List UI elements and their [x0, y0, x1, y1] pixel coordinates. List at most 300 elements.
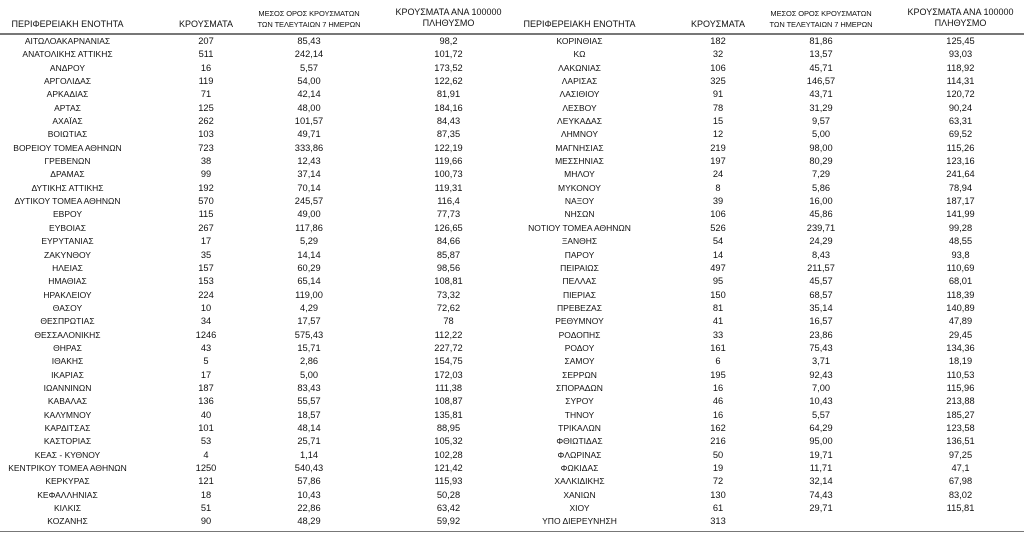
regional-unit-cell: ΞΑΝΘΗΣ [561, 236, 598, 247]
per-100k-cell: 126,65 [434, 222, 463, 233]
cases-cell: 16 [712, 382, 724, 393]
regional-unit-cell: ΛΑΚΩΝΙΑΣ [558, 62, 601, 73]
regional-unit-cell: ΚΩ [573, 49, 586, 60]
regional-unit-cell: ΦΩΚΙΔΑΣ [560, 463, 599, 473]
table-row [512, 208, 1024, 221]
table-row [512, 289, 1024, 302]
cases-cell: 195 [710, 369, 726, 380]
table-row [512, 142, 1024, 155]
cases-cell: 162 [710, 422, 726, 433]
cases-cell: 5 [203, 356, 209, 367]
table-row [512, 222, 1024, 235]
avg-7day-cell: 49,71 [297, 129, 321, 140]
regional-unit-cell: ΗΡΑΚΛΕΙΟΥ [43, 289, 92, 300]
regional-unit-cell: ΙΚΑΡΙΑΣ [51, 369, 84, 380]
table-row [512, 262, 1024, 275]
table-row [0, 142, 512, 155]
per-100k-cell: 114,31 [946, 76, 975, 87]
per-100k-cell: 115,96 [946, 382, 975, 393]
cases-cell: 103 [198, 129, 214, 140]
avg-7day-cell: 5,29 [299, 236, 319, 247]
cases-cell: 51 [200, 503, 212, 514]
regional-unit-cell: ΠΕΛΛΑΣ [562, 276, 597, 287]
avg-7day-cell: 45,57 [809, 276, 833, 287]
header-avg-line2: ΤΩΝ ΤΕΛΕΥΤΑΙΩΝ 7 ΗΜΕΡΩΝ [769, 20, 873, 29]
cases-cell: 224 [198, 289, 214, 300]
per-100k-cell: 173,52 [434, 62, 463, 73]
avg-7day-cell: 65,14 [297, 276, 321, 287]
table-row [512, 462, 1024, 475]
avg-7day-cell: 75,43 [809, 342, 833, 353]
table-row [0, 502, 512, 515]
avg-7day-cell: 19,71 [809, 449, 833, 460]
table-row [512, 409, 1024, 422]
table-row [512, 155, 1024, 168]
table-row [512, 355, 1024, 368]
cases-cell: 106 [710, 209, 726, 220]
regional-unit-cell: ΑΙΤΩΛΟΑΚΑΡΝΑΝΙΑΣ [24, 36, 111, 46]
avg-7day-cell: 14,14 [297, 249, 321, 260]
regional-unit-cell: ΚΕΡΚΥΡΑΣ [45, 476, 90, 487]
regional-unit-cell: ΠΕΙΡΑΙΩΣ [560, 262, 599, 273]
regional-unit-cell: ΚΟΡΙΝΘΙΑΣ [556, 36, 603, 46]
per-100k-cell: 213,88 [946, 396, 975, 407]
avg-7day-cell: 16,57 [809, 316, 833, 327]
avg-7day-cell: 48,00 [297, 102, 321, 113]
regional-unit-cell: ΤΡΙΚΑΛΩΝ [558, 422, 601, 433]
per-100k-cell: 154,75 [434, 356, 463, 367]
per-100k-cell: 121,42 [434, 463, 463, 473]
table-row [512, 235, 1024, 248]
header-per-100k [897, 7, 1024, 29]
regional-unit-cell: ΧΙΟΥ [569, 503, 590, 514]
cases-cell: 81 [712, 302, 724, 313]
cases-cell: 526 [710, 222, 726, 233]
header-cases: ΚΡΟΥΣΜΑΤΑ [691, 19, 745, 29]
avg-7day-cell: 22,86 [297, 503, 321, 514]
table-row [512, 342, 1024, 355]
avg-7day-cell: 333,86 [294, 142, 324, 153]
regional-unit-cell: ΠΑΡΟΥ [564, 249, 595, 260]
regional-unit-cell: ΑΡΚΑΔΙΑΣ [46, 89, 89, 100]
regional-unit-cell: ΣΕΡΡΩΝ [562, 369, 597, 380]
per-100k-cell: 63,42 [436, 503, 461, 514]
regional-unit-cell: ΚΟΖΑΝΗΣ [47, 516, 88, 527]
avg-7day-cell: 117,86 [295, 222, 323, 233]
regional-unit-cell: ΝΑΞΟΥ [564, 196, 595, 207]
table-row [0, 462, 512, 475]
avg-7day-cell: 17,57 [297, 316, 321, 327]
table-row [0, 489, 512, 502]
regional-unit-cell: ΘΗΡΑΣ [53, 342, 82, 353]
table-row [0, 102, 512, 115]
table-row [512, 422, 1024, 435]
per-100k-cell: 83,02 [948, 489, 973, 500]
regional-unit-cell: ΣΑΜΟΥ [564, 356, 595, 367]
cases-cell: 35 [200, 249, 212, 260]
regional-unit-cell: ΛΑΣΙΘΙΟΥ [559, 89, 600, 100]
table-row [512, 128, 1024, 141]
avg-7day-cell: 23,86 [809, 329, 833, 340]
per-100k-cell: 136,51 [946, 436, 975, 447]
avg-7day-cell: 81,86 [809, 36, 833, 46]
regional-unit-cell: ΛΕΣΒΟΥ [562, 102, 597, 113]
table-row [512, 395, 1024, 408]
regional-unit-cell: ΘΑΣΟΥ [52, 302, 83, 313]
cases-cell: 10 [200, 302, 212, 313]
per-100k-cell: 123,58 [946, 422, 975, 433]
per-100k-cell: 78 [443, 316, 454, 327]
regional-unit-cell: ΗΛΕΙΑΣ [52, 262, 83, 273]
cases-cell: 61 [712, 503, 724, 514]
avg-7day-cell: 43,71 [809, 89, 833, 100]
avg-7day-cell: 98,00 [809, 142, 833, 153]
per-100k-cell: 227,72 [434, 342, 463, 353]
regional-unit-cell: ΛΑΡΙΣΑΣ [561, 76, 598, 87]
table-row [512, 315, 1024, 328]
table-row [0, 302, 512, 315]
avg-7day-cell: 31,29 [809, 102, 833, 113]
header-rate-line2: ΠΛΗΘΥΣΜΟ [934, 18, 987, 28]
regional-unit-cell: ΚΑΒΑΛΑΣ [47, 396, 88, 407]
cases-cell: 182 [710, 36, 726, 46]
avg-7day-cell: 48,29 [297, 516, 321, 527]
table-row [0, 355, 512, 368]
cases-cell: 106 [710, 62, 726, 73]
per-100k-cell: 108,87 [434, 396, 463, 407]
cases-cell: 153 [198, 276, 214, 287]
per-100k-cell: 85,87 [436, 249, 461, 260]
table-row [0, 369, 512, 382]
avg-7day-cell: 2,86 [299, 356, 319, 367]
table-row [0, 195, 512, 208]
cases-cell: 216 [710, 436, 726, 447]
table-body [512, 35, 1024, 532]
header-regional-unit: ΠΕΡΙΦΕΡΕΙΑΚΗ ΕΝΟΤΗΤΑ [11, 19, 124, 29]
cases-cell: 24 [712, 169, 724, 180]
regional-unit-cell: ΑΡΓΟΛΙΔΑΣ [43, 76, 92, 87]
avg-7day-cell: 8,43 [811, 249, 831, 260]
avg-7day-cell: 239,71 [806, 222, 836, 233]
cases-cell: 219 [710, 142, 726, 153]
regional-unit-cell: ΝΟΤΙΟΥ ΤΟΜΕΑ ΑΘΗΝΩΝ [528, 222, 631, 233]
table-row [512, 449, 1024, 462]
avg-7day-cell: 60,29 [297, 262, 321, 273]
per-100k-cell: 184,16 [434, 102, 463, 113]
cases-cell: 91 [712, 89, 724, 100]
avg-7day-cell: 575,43 [294, 329, 324, 340]
avg-7day-cell: 92,43 [809, 369, 833, 380]
avg-7day-cell: 101,57 [294, 116, 324, 127]
table-row [512, 75, 1024, 88]
per-100k-cell: 59,92 [436, 516, 461, 527]
table-row [512, 35, 1024, 48]
table-row [0, 475, 512, 488]
cases-cell: 95 [712, 276, 724, 287]
cases-cell: 39 [712, 196, 724, 207]
header-regional-unit: ΠΕΡΙΦΕΡΕΙΑΚΗ ΕΝΟΤΗΤΑ [523, 19, 636, 29]
avg-7day-cell: 49,00 [297, 209, 321, 220]
cases-cell: 325 [710, 76, 726, 87]
cases-cell: 53 [200, 436, 212, 447]
per-100k-cell: 50,28 [436, 489, 461, 500]
per-100k-cell: 100,73 [434, 169, 463, 180]
table-row [0, 395, 512, 408]
cases-cell: 4 [203, 449, 209, 460]
cases-cell: 50 [712, 449, 724, 460]
per-100k-cell: 78,94 [948, 182, 973, 193]
avg-7day-cell: 37,14 [297, 169, 321, 180]
header-per-100k [385, 7, 512, 29]
avg-7day-cell: 10,43 [297, 489, 321, 500]
regional-unit-cell: ΡΟΔΟΥ [564, 342, 595, 353]
per-100k-cell: 72,62 [436, 302, 461, 313]
regional-unit-cell: ΕΥΡΥΤΑΝΙΑΣ [41, 236, 94, 247]
per-100k-cell: 134,36 [946, 342, 975, 353]
per-100k-cell: 135,81 [434, 409, 463, 420]
header-avg-line1: ΜΕΣΟΣ ΟΡΟΣ ΚΡΟΥΣΜΑΤΩΝ [770, 9, 872, 18]
per-100k-cell: 97,25 [948, 449, 973, 460]
regional-unit-cell: ΣΥΡΟΥ [565, 396, 594, 407]
avg-7day-cell: 35,14 [809, 302, 833, 313]
avg-7day-cell: 5,86 [811, 182, 831, 193]
cases-cell: 197 [710, 156, 726, 167]
avg-7day-cell: 83,43 [297, 382, 321, 393]
regional-unit-cell: ΗΜΑΘΙΑΣ [48, 276, 87, 287]
cases-cell: 1250 [195, 463, 217, 473]
table-row [0, 435, 512, 448]
regional-unit-cell: ΑΝΔΡΟΥ [49, 62, 86, 73]
table-row [512, 102, 1024, 115]
table-row [512, 275, 1024, 288]
avg-7day-cell: 7,29 [811, 169, 831, 180]
regional-unit-cell: ΑΝΑΤΟΛΙΚΗΣ ΑΤΤΙΚΗΣ [22, 49, 113, 60]
table-row [512, 168, 1024, 181]
avg-7day-cell: 16,00 [809, 196, 833, 207]
cases-cell: 41 [712, 316, 724, 327]
avg-7day-cell: 74,43 [809, 489, 833, 500]
regional-unit-cell: ΛΕΥΚΑΔΑΣ [557, 116, 602, 127]
cases-cell: 161 [710, 342, 726, 353]
avg-7day-cell: 119,00 [295, 289, 323, 300]
regional-unit-cell: ΑΧΑΪΑΣ [52, 116, 83, 127]
cases-cell: 121 [198, 476, 214, 487]
per-100k-cell: 90,24 [948, 102, 973, 113]
per-100k-cell: 119,31 [434, 182, 463, 193]
cases-table-right [512, 0, 1024, 534]
table-row [0, 35, 512, 48]
table-row [0, 62, 512, 75]
per-100k-cell: 47,1 [951, 463, 970, 473]
per-100k-cell: 18,19 [948, 356, 973, 367]
table-row [512, 48, 1024, 61]
regional-unit-cell: ΠΙΕΡΙΑΣ [562, 289, 597, 300]
regional-unit-cell: ΝΗΣΩΝ [564, 209, 595, 220]
avg-7day-cell: 7,00 [811, 382, 831, 393]
regional-unit-cell: ΦΛΩΡΙΝΑΣ [557, 449, 602, 460]
cases-cell: 313 [710, 516, 726, 527]
table-row [0, 449, 512, 462]
header-avg-line1: ΜΕΣΟΣ ΟΡΟΣ ΚΡΟΥΣΜΑΤΩΝ [258, 9, 360, 18]
avg-7day-cell: 70,14 [297, 182, 321, 193]
regional-unit-cell: ΚΙΛΚΙΣ [54, 503, 81, 514]
per-100k-cell: 87,35 [436, 129, 461, 140]
per-100k-cell: 98,2 [439, 36, 458, 46]
avg-7day-cell: 54,00 [297, 76, 321, 87]
avg-7day-cell: 5,57 [811, 409, 831, 420]
table-row [512, 302, 1024, 315]
cases-cell: 723 [198, 142, 214, 153]
regional-unit-cell: ΑΡΤΑΣ [54, 102, 81, 113]
header-rate-line1: ΚΡΟΥΣΜΑΤΑ ΑΝΑ 100000 [395, 7, 502, 17]
per-100k-cell: 69,52 [948, 129, 973, 140]
cases-cell: 90 [200, 516, 212, 527]
cases-cell: 1246 [195, 329, 217, 340]
per-100k-cell: 84,43 [436, 116, 461, 127]
per-100k-cell: 77,73 [436, 209, 461, 220]
regional-unit-cell: ΘΕΣΠΡΩΤΙΑΣ [40, 316, 95, 327]
per-100k-cell: 102,28 [434, 449, 463, 460]
regional-unit-cell: ΦΘΙΩΤΙΔΑΣ [556, 436, 603, 447]
regional-unit-cell: ΔΥΤΙΚΗΣ ΑΤΤΙΚΗΣ [31, 182, 104, 193]
avg-7day-cell: 57,86 [297, 476, 321, 487]
cases-cell: 33 [712, 329, 724, 340]
cases-cell: 34 [200, 316, 212, 327]
table-row [0, 168, 512, 181]
cases-cell: 16 [200, 62, 212, 73]
regional-unit-cell: ΡΟΔΟΠΗΣ [558, 329, 601, 340]
table-row [0, 48, 512, 61]
table-row [0, 182, 512, 195]
table-row [0, 249, 512, 262]
avg-7day-cell: 45,86 [809, 209, 833, 220]
cases-cell: 14 [712, 249, 724, 260]
per-100k-cell: 84,66 [436, 236, 461, 247]
table-header [512, 0, 1024, 35]
cases-cell: 157 [198, 262, 214, 273]
table-body [0, 35, 512, 532]
avg-7day-cell: 55,57 [297, 396, 321, 407]
cases-cell: 18 [200, 489, 212, 500]
table-row [512, 195, 1024, 208]
cases-cell: 130 [710, 489, 726, 500]
avg-7day-cell: 146,57 [806, 76, 836, 87]
per-100k-cell: 110,53 [946, 369, 975, 380]
per-100k-cell: 93,8 [951, 249, 970, 260]
avg-7day-cell: 85,43 [297, 36, 321, 46]
avg-7day-cell: 11,71 [809, 463, 833, 473]
regional-unit-cell: ΜΗΛΟΥ [564, 169, 595, 180]
table-row [512, 329, 1024, 342]
avg-7day-cell: 540,43 [294, 463, 324, 473]
table-row [512, 475, 1024, 488]
table-row [0, 289, 512, 302]
cases-cell: 78 [712, 102, 724, 113]
cases-cell: 8 [715, 182, 721, 193]
avg-7day-cell: 5,00 [299, 369, 319, 380]
table-row [512, 249, 1024, 262]
regional-unit-cell: ΛΗΜΝΟΥ [560, 129, 599, 140]
table-row [0, 155, 512, 168]
per-100k-cell: 105,32 [434, 436, 463, 447]
per-100k-cell: 48,55 [948, 236, 973, 247]
per-100k-cell: 68,01 [948, 276, 973, 287]
per-100k-cell: 187,17 [946, 196, 975, 207]
regional-unit-cell: ΕΒΡΟΥ [52, 209, 82, 220]
regional-unit-cell: ΚΑΡΔΙΤΣΑΣ [44, 422, 91, 433]
cases-cell: 267 [198, 222, 214, 233]
per-100k-cell: 119,66 [434, 156, 463, 167]
table-row [512, 182, 1024, 195]
table-row [512, 88, 1024, 101]
per-100k-cell: 115,93 [434, 476, 463, 487]
cases-cell: 136 [198, 396, 214, 407]
table-row [0, 128, 512, 141]
avg-7day-cell: 3,71 [811, 356, 831, 367]
avg-7day-cell: 5,00 [811, 129, 831, 140]
avg-7day-cell: 68,57 [809, 289, 833, 300]
table-row [512, 382, 1024, 395]
per-100k-cell: 172,03 [434, 369, 463, 380]
regional-unit-cell: ΡΕΘΥΜΝΟΥ [555, 316, 604, 327]
per-100k-cell: 185,27 [946, 409, 975, 420]
per-100k-cell: 115,81 [946, 503, 975, 514]
avg-7day-cell: 32,14 [809, 476, 833, 487]
per-100k-cell: 122,19 [434, 142, 463, 153]
cases-cell: 262 [198, 116, 214, 127]
regional-unit-cell: ΕΥΒΟΙΑΣ [49, 222, 86, 233]
regional-unit-cell: ΒΟΡΕΙΟΥ ΤΟΜΕΑ ΑΘΗΝΩΝ [13, 142, 122, 153]
regional-unit-cell: ΓΡΕΒΕΝΩΝ [44, 156, 91, 167]
table-row [512, 489, 1024, 502]
table-row [512, 115, 1024, 128]
cases-cell: 150 [710, 289, 726, 300]
cases-cell: 19 [712, 463, 724, 473]
cases-cell: 125 [198, 102, 214, 113]
avg-7day-cell: 4,29 [299, 302, 319, 313]
regional-unit-cell: ΔΥΤΙΚΟΥ ΤΟΜΕΑ ΑΘΗΝΩΝ [14, 196, 121, 207]
table-row [0, 422, 512, 435]
table-row [0, 329, 512, 342]
avg-7day-cell: 25,71 [297, 436, 321, 447]
cases-cell: 119 [198, 76, 214, 87]
table-row [512, 62, 1024, 75]
table-row [0, 115, 512, 128]
table-row [0, 382, 512, 395]
cases-cell: 16 [712, 409, 724, 420]
regional-unit-cell: ΙΩΑΝΝΙΝΩΝ [43, 382, 92, 393]
regional-unit-cell: ΙΘΑΚΗΣ [51, 356, 84, 367]
header-7day-average [250, 8, 368, 30]
per-100k-cell: 63,31 [948, 116, 973, 127]
cases-cell: 12 [712, 129, 724, 140]
avg-7day-cell: 12,43 [297, 156, 321, 167]
regional-unit-cell: ΚΕΑΣ - ΚΥΘΝΟΥ [34, 449, 101, 460]
avg-7day-cell: 80,29 [809, 156, 833, 167]
regional-unit-cell: ΧΑΛΚΙΔΙΚΗΣ [554, 476, 605, 487]
header-avg-line2: ΤΩΝ ΤΕΛΕΥΤΑΙΩΝ 7 ΗΜΕΡΩΝ [257, 20, 361, 29]
avg-7day-cell: 64,29 [809, 422, 833, 433]
per-100k-cell: 123,16 [946, 156, 975, 167]
regional-unit-cell: ΜΕΣΣΗΝΙΑΣ [555, 156, 604, 167]
avg-7day-cell: 15,71 [297, 342, 321, 353]
cases-cell: 32 [712, 49, 724, 60]
cases-cell: 6 [715, 356, 721, 367]
per-100k-cell: 141,99 [946, 209, 975, 220]
cases-cell: 115 [198, 209, 214, 220]
table-row [0, 275, 512, 288]
per-100k-cell: 67,98 [948, 476, 973, 487]
